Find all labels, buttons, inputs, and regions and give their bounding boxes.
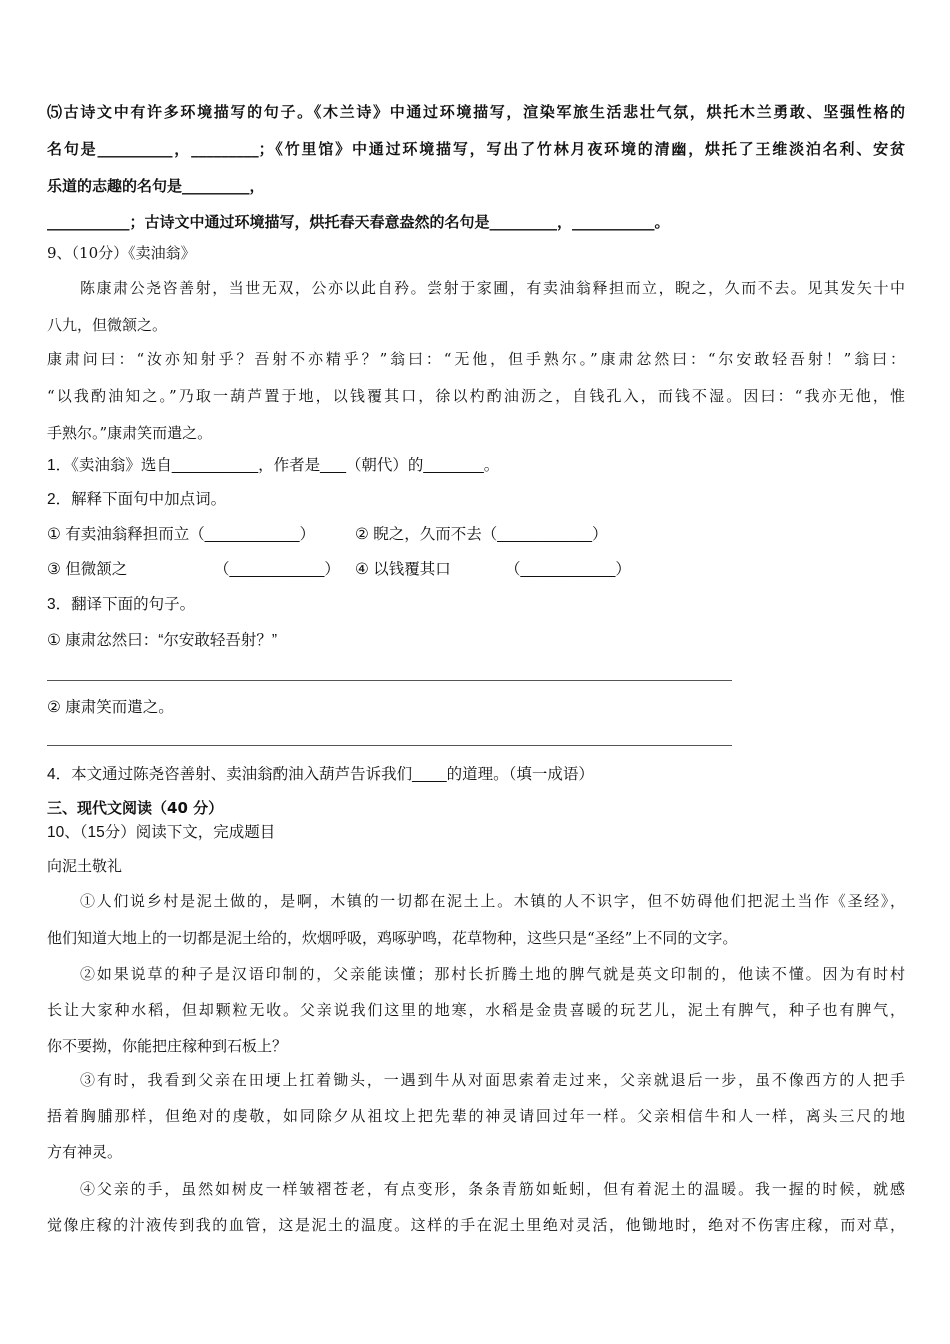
answer-line (47, 680, 732, 681)
translate-1: ① 康肃忿然曰：“尔安敢轻吾射？” (47, 632, 278, 649)
article-line: 你不要拗，你能把庄稼种到石板上？ (47, 1037, 288, 1055)
question-10-title: 10、（15分）阅读下文，完成题目 (47, 824, 276, 841)
article-line: 觉像庄稼的汁液传到我的血管，这是泥土的温度。这样的手在泥土里绝对灵活，他锄地时，绝对不伤害庄稼，而对草， (47, 1216, 905, 1234)
sub-question-3: 3．翻译下面的句子。 (47, 596, 196, 613)
passage-line: 手熟尔。”康肃笑而遣之。 (47, 424, 213, 442)
question-5-line: 乐道的志趣的名句是_________， (47, 177, 265, 195)
passage-line: 康肃问曰：“汝亦知射乎？吾射不亦精乎？”翁曰：“无他，但手熟尔。”康肃忿然曰：“尔安敢轻吾射！”翁曰： (47, 350, 905, 368)
item-4: ④ 以钱覆其口 (355, 561, 451, 578)
item-3: ③ 但微颔之 (47, 561, 128, 578)
article-line: 方有神灵。 (47, 1143, 123, 1161)
item-4-blank: （___________） (505, 561, 631, 578)
passage-line: 八九，但微颔之。 (47, 316, 168, 334)
article-line: ①人们说乡村是泥土做的，是啊，木镇的一切都在泥土上。木镇的人不识字，但不妨碍他们把泥土当作《圣经》， (80, 892, 905, 910)
translate-2: ② 康肃笑而遣之。 (47, 699, 174, 716)
sub-question-4: 4．本文通过陈尧咨善射、卖油翁酌油入葫芦告诉我们____的道理。（填一成语） (47, 766, 594, 783)
item-2: ② 睨之，久而不去（___________） (355, 526, 608, 543)
article-line: ④父亲的手，虽然如树皮一样皱褶苍老，有点变形，条条青筋如蚯蚓，但有着泥土的温暖。我一握的时候，就感 (80, 1180, 905, 1198)
item-3-blank: （___________） (214, 561, 340, 578)
question-5-line: 名句是__________，_________；《竹里馆》中通过环境描写，写出了竹林月夜环境的清幽，烘托了王维淡泊名利、安贫 (47, 140, 905, 158)
sub-question-2: 2．解释下面句中加点词。 (47, 491, 227, 508)
section-heading: 三、现代文阅读（40 分） (47, 799, 224, 817)
question-9-title: 9、（10分）《卖油翁》 (47, 244, 196, 262)
question-5-line: ___________；古诗文中通过环境描写，烘托春天春意盎然的名句是_________，___________。 (47, 213, 670, 231)
article-line: 长让大家种水稻，但却颗粒无收。父亲说我们这里的地寒，水稻是金贵喜暖的玩艺儿，泥土有脾气，种子也有脾气， (47, 1001, 905, 1019)
article-line: ②如果说草的种子是汉语印制的，父亲能读懂；那村长折腾土地的脾气就是英文印制的，他读不懂。因为有时村 (80, 965, 905, 983)
passage-line: 陈康肃公尧咨善射，当世无双，公亦以此自矜。尝射于家圃，有卖油翁释担而立，睨之，久而不去。见其发矢十中 (80, 279, 905, 297)
answer-line (47, 745, 732, 746)
sub-question-1: 1．《卖油翁》选自__________，作者是___（朝代）的_______。 (47, 457, 500, 474)
article-line: 捂着胸脯那样，但绝对的虔敬，如同除夕从祖坟上把先辈的神灵请回过年一样。父亲相信牛和人一样，离头三尺的地 (47, 1107, 905, 1125)
question-5-line: ⑸古诗文中有许多环境描写的句子。《木兰诗》中通过环境描写，渲染军旅生活悲壮气氛，烘托木兰勇敢、坚强性格的 (47, 103, 905, 121)
article-line: 他们知道大地上的一切都是泥土给的，炊烟呼吸，鸡啄驴鸣，花草物种，这些只是“圣经”上不同的文字。 (47, 929, 738, 947)
article-line: ③有时，我看到父亲在田埂上扛着锄头，一遇到牛从对面思索着走过来，父亲就退后一步，虽不像西方的人把手 (80, 1071, 905, 1089)
item-1: ① 有卖油翁释担而立（___________） (47, 526, 316, 543)
passage-line: “以我酌油知之。”乃取一葫芦置于地，以钱覆其口，徐以杓酌油沥之，自钱孔入，而钱不湿。因曰：“我亦无他，惟 (47, 387, 905, 405)
article-title: 向泥土敬礼 (47, 857, 123, 875)
